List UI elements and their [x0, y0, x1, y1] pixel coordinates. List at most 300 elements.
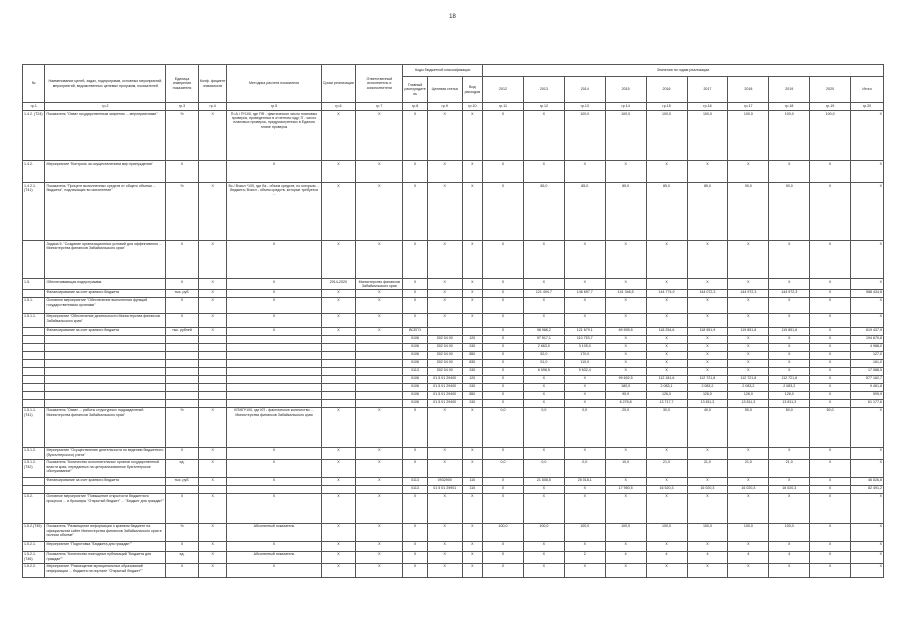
- unit-cell: [166, 485, 199, 493]
- year-value-cell: Х: [646, 367, 687, 375]
- year-value-cell: Х: [769, 335, 810, 343]
- gr-code-cell: Х: [403, 407, 428, 447]
- year-value-cell: Х: [810, 375, 851, 383]
- year-value-cell: Х: [769, 343, 810, 351]
- year-value-cell: 13 811,3: [728, 399, 769, 407]
- year-value-cell: Х: [483, 541, 524, 551]
- table-row: [23, 297, 884, 313]
- row-name-cell: [45, 399, 166, 407]
- year-value-cell: Х: [646, 477, 687, 485]
- total-value-cell: 194 670,8: [851, 335, 884, 343]
- year-value-cell: Х: [810, 327, 851, 335]
- term-cell: Х: [321, 111, 356, 161]
- resp-cell: Х: [356, 241, 403, 279]
- row-name-cell: [45, 351, 166, 359]
- year-value-cell: Х: [483, 351, 524, 359]
- year-value-cell: 90,0: [728, 183, 769, 241]
- year-value-cell: Х: [523, 485, 564, 493]
- method-cell: Х: [227, 241, 321, 279]
- year-value-cell: 100,0: [605, 111, 646, 161]
- total-value-cell: Х: [851, 241, 884, 279]
- unit-cell: Х: [166, 313, 199, 327]
- year-value-cell: 50,0: [769, 407, 810, 447]
- year-value-cell: Х: [810, 343, 851, 351]
- table-body: [23, 111, 884, 578]
- year-value-cell: Х: [810, 351, 851, 359]
- total-value-cell: 127,0: [851, 351, 884, 359]
- year-value-cell: Х: [646, 493, 687, 523]
- gr-code-cell: 0113: [403, 477, 428, 485]
- year-value-cell: 146 697,7: [564, 289, 605, 297]
- year-value-cell: 100,0: [646, 111, 687, 161]
- method-cell: Абсолютный показатель: [227, 551, 321, 563]
- unit-cell: Х: [166, 447, 199, 459]
- year-value-cell: Х: [605, 279, 646, 290]
- method-cell: [227, 367, 321, 375]
- year-value-cell: Х: [605, 351, 646, 359]
- gr-code-cell: Х: [403, 161, 428, 183]
- year-value-cell: Х: [687, 447, 728, 459]
- row-name-cell: Показатель "Размещение информации о краевом бюджете на официальном сайте Министерства финансов Забайкальского края в полном объеме": [45, 523, 166, 541]
- resp-cell: [356, 359, 403, 367]
- gr-code-cell: Х: [403, 459, 428, 477]
- vr-code-cell: 240: [462, 383, 482, 391]
- coef-cell: [198, 391, 227, 399]
- table-row: [23, 493, 884, 523]
- year-value-cell: 0,0: [523, 459, 564, 477]
- coef-cell: Х: [198, 477, 227, 485]
- csr-code-cell: 0932900: [427, 477, 462, 485]
- row-name-cell: Мероприятие "Подготовка "Бюджета для граждан"": [45, 541, 166, 551]
- total-value-cell: 9 461,8: [851, 383, 884, 391]
- table-row: [23, 351, 884, 359]
- year-value-cell: 119 851,8: [728, 327, 769, 335]
- vr-code-cell: Х: [462, 551, 482, 563]
- year-value-cell: Х: [646, 335, 687, 343]
- year-value-cell: Х: [810, 279, 851, 290]
- year-value-cell: 126,0: [687, 391, 728, 399]
- column-number-row: [23, 103, 884, 111]
- year-value-cell: Х: [483, 367, 524, 375]
- values-by-year-header: Значения по годам реализации: [483, 65, 884, 77]
- year-value-cell: Х: [646, 161, 687, 183]
- column-number-cell: гр.2: [45, 103, 166, 111]
- table-row: [23, 161, 884, 183]
- year-value-cell: 3 105,0: [564, 343, 605, 351]
- year-value-cell: 100,0: [687, 111, 728, 161]
- year-value-cell: Х: [687, 343, 728, 351]
- year-value-cell: Х: [523, 447, 564, 459]
- col-year-header: 2020: [810, 77, 851, 103]
- year-value-cell: Х: [646, 563, 687, 577]
- resp-cell: [356, 335, 403, 343]
- year-value-cell: 4: [728, 551, 769, 563]
- table-row: [23, 563, 884, 577]
- resp-cell: [356, 375, 403, 383]
- year-value-cell: Х: [483, 241, 524, 279]
- coef-cell: Х: [198, 541, 227, 551]
- total-value-cell: Х: [851, 563, 884, 577]
- unit-cell: тыс. руб.: [166, 289, 199, 297]
- gr-code-cell: Х: [403, 313, 428, 327]
- method-cell: [227, 343, 321, 351]
- coef-cell: [198, 375, 227, 383]
- year-value-cell: 99 692,5: [605, 375, 646, 383]
- year-value-cell: 95,9: [605, 391, 646, 399]
- gr-code-cell: Х: [403, 289, 428, 297]
- method-cell: Х: [227, 447, 321, 459]
- method-cell: [227, 485, 321, 493]
- vr-code-cell: 120: [462, 335, 482, 343]
- table-row: [23, 359, 884, 367]
- year-value-cell: Х: [728, 563, 769, 577]
- coef-cell: [198, 367, 227, 375]
- year-value-cell: 100,0: [769, 523, 810, 541]
- table-row: [23, 241, 884, 279]
- year-value-cell: 180,0: [605, 383, 646, 391]
- col-vr-header: Вид расходов: [462, 77, 482, 103]
- year-value-cell: Х: [483, 327, 524, 335]
- year-value-cell: 100,0: [483, 523, 524, 541]
- vr-code-cell: 850: [462, 391, 482, 399]
- year-value-cell: Х: [687, 279, 728, 290]
- vr-code-cell: 830: [462, 359, 482, 367]
- row-name-cell: Финансирование за счет краевого бюджета: [45, 327, 166, 335]
- coef-cell: [198, 359, 227, 367]
- col-csr-header: Целевая статья: [427, 77, 462, 103]
- vr-code-cell: Х: [462, 241, 482, 279]
- csr-code-cell: 002 04 00: [427, 359, 462, 367]
- column-number-cell: гр.13: [564, 103, 605, 111]
- csr-code-cell: 01 5 01 29400: [427, 391, 462, 399]
- unit-cell: %: [166, 183, 199, 241]
- year-value-cell: Х: [769, 563, 810, 577]
- year-value-cell: Х: [728, 493, 769, 523]
- year-value-cell: Х: [483, 279, 524, 290]
- gr-code-cell: 0106: [403, 383, 428, 391]
- year-value-cell: Х: [687, 297, 728, 313]
- col-total-header: Итого: [851, 77, 884, 103]
- row-name-cell: [45, 391, 166, 399]
- row-number-cell: 1.5.1.2. (Т42): [23, 459, 45, 477]
- vr-code-cell: 120: [462, 375, 482, 383]
- term-cell: Х: [321, 407, 356, 447]
- term-cell: Х: [321, 459, 356, 477]
- year-value-cell: 118 254,6: [646, 327, 687, 335]
- row-name-cell: Мероприятие "Обеспечение деятельности Министерства финансов Забайкальского края": [45, 313, 166, 327]
- year-value-cell: 2 663,0: [523, 343, 564, 351]
- coef-cell: Х: [198, 183, 227, 241]
- year-value-cell: 144 072,3: [687, 289, 728, 297]
- vr-code-cell: Х: [462, 279, 482, 290]
- year-value-cell: 20,0: [605, 407, 646, 447]
- column-number-cell: гр.5: [227, 103, 321, 111]
- row-name-cell: [45, 359, 166, 367]
- year-value-cell: Х: [605, 477, 646, 485]
- row-number-cell: 1.5.2.1.: [23, 541, 45, 551]
- csr-code-cell: 01 5 01 29400: [427, 399, 462, 407]
- vr-code-cell: 110: [462, 485, 482, 493]
- coef-cell: [198, 335, 227, 343]
- table-row: [23, 551, 884, 563]
- row-name-cell: Задача 5. "Создание организационных условий для эффективного ... Министерства финансов Забайкальского края": [45, 241, 166, 279]
- row-number-cell: 1.5.2.1. (Т46): [23, 551, 45, 563]
- year-value-cell: Х: [728, 359, 769, 367]
- year-value-cell: Х: [523, 161, 564, 183]
- year-value-cell: Х: [483, 383, 524, 391]
- year-value-cell: 25 018,1: [564, 477, 605, 485]
- row-name-cell: [45, 383, 166, 391]
- year-value-cell: 4: [605, 551, 646, 563]
- year-value-cell: Х: [605, 241, 646, 279]
- year-value-cell: 21,0: [687, 459, 728, 477]
- year-value-cell: Х: [810, 551, 851, 563]
- year-value-cell: Х: [646, 279, 687, 290]
- year-value-cell: Х: [483, 289, 524, 297]
- year-value-cell: Х: [810, 399, 851, 407]
- coef-cell: Х: [198, 279, 227, 290]
- vr-code-cell: 110: [462, 477, 482, 485]
- total-value-cell: 46 526,6: [851, 477, 884, 485]
- year-value-cell: 126,0: [728, 391, 769, 399]
- year-value-cell: 0,0: [483, 407, 524, 447]
- term-cell: Х: [321, 493, 356, 523]
- unit-cell: Х: [166, 161, 199, 183]
- year-value-cell: 121 494,7: [523, 289, 564, 297]
- csr-code-cell: Х: [427, 161, 462, 183]
- vr-code-cell: Х: [462, 289, 482, 297]
- column-number-cell: гр.6: [321, 103, 356, 111]
- row-name-cell: Показатель "Количество исполнительных органов государственной власти края, переданных на централизованное бухгалтерское обслуживание": [45, 459, 166, 477]
- csr-code-cell: 002 04 00: [427, 351, 462, 359]
- year-value-cell: Х: [810, 183, 851, 241]
- year-value-cell: Х: [646, 343, 687, 351]
- resp-cell: Х: [356, 541, 403, 551]
- year-value-cell: Х: [564, 447, 605, 459]
- total-value-cell: Х: [851, 161, 884, 183]
- year-value-cell: 144 972,3: [769, 289, 810, 297]
- resp-cell: Х: [356, 183, 403, 241]
- year-value-cell: 0,0: [483, 459, 524, 477]
- column-number-cell: гр.20: [851, 103, 884, 111]
- year-value-cell: 0,0: [564, 459, 605, 477]
- table-row: [23, 183, 884, 241]
- gr-code-cell: Х: [403, 241, 428, 279]
- year-value-cell: Х: [523, 541, 564, 551]
- row-number-cell: 1.5.1.: [23, 297, 45, 313]
- column-number-cell: гр.1: [23, 103, 45, 111]
- year-value-cell: Х: [483, 563, 524, 577]
- method-cell: [227, 391, 321, 399]
- term-cell: [321, 335, 356, 343]
- year-value-cell: Х: [769, 477, 810, 485]
- resp-cell: [356, 351, 403, 359]
- row-name-cell: Мероприятие "Контроль за осуществлением мер принуждения": [45, 161, 166, 183]
- year-value-cell: Х: [687, 563, 728, 577]
- year-value-cell: Х: [483, 551, 524, 563]
- year-value-cell: 141 346,5: [605, 289, 646, 297]
- row-number-cell: [23, 485, 45, 493]
- col-coef-header: Коэф. фициент значимости: [198, 65, 227, 103]
- csr-code-cell: Х: [427, 459, 462, 477]
- year-value-cell: 112 721,8: [728, 375, 769, 383]
- total-value-cell: 819 437,9: [851, 327, 884, 335]
- year-value-cell: 85,0: [687, 183, 728, 241]
- row-number-cell: [23, 391, 45, 399]
- row-number-cell: 1.5.: [23, 279, 45, 290]
- table-row: [23, 477, 884, 485]
- year-value-cell: 4: [646, 551, 687, 563]
- year-value-cell: Х: [769, 313, 810, 327]
- gr-code-cell: 0106: [403, 375, 428, 383]
- unit-cell: ед.: [166, 551, 199, 563]
- method-cell: П=А / П*100, где ПФ - фактическое число плановых проверок, проведенных в отчетном году; П - число плановых проверок, предусмотренных в Едином плане проверок: [227, 111, 321, 161]
- total-value-cell: 161,0: [851, 359, 884, 367]
- year-value-cell: Х: [810, 289, 851, 297]
- table-row: [23, 447, 884, 459]
- year-value-cell: Х: [810, 459, 851, 477]
- row-number-cell: [23, 327, 45, 335]
- year-value-cell: 0,0: [564, 407, 605, 447]
- resp-cell: [356, 485, 403, 493]
- row-number-cell: [23, 367, 45, 375]
- resp-cell: Х: [356, 407, 403, 447]
- year-value-cell: Х: [483, 343, 524, 351]
- unit-cell: тыс. рублей: [166, 327, 199, 335]
- row-name-cell: Основное мероприятие "Повышение открытости бюджетного процесса ... и брошюры "Открытый бюджет" ... "Бюджет для граждан"": [45, 493, 166, 523]
- year-value-cell: Х: [483, 335, 524, 343]
- year-value-cell: Х: [605, 563, 646, 577]
- gr-code-cell: Х: [403, 279, 428, 290]
- unit-cell: [166, 343, 199, 351]
- col-num-header: №: [23, 65, 45, 103]
- coef-cell: [198, 343, 227, 351]
- year-value-cell: Х: [605, 359, 646, 367]
- unit-cell: [166, 383, 199, 391]
- year-value-cell: Х: [810, 563, 851, 577]
- year-value-cell: 21 508,5: [523, 477, 564, 485]
- row-name-cell: Мероприятие "Осуществление деятельности по ведению бюджетного (бухгалтерского) учета": [45, 447, 166, 459]
- year-value-cell: Х: [483, 447, 524, 459]
- csr-code-cell: Х: [427, 447, 462, 459]
- csr-code-cell: Х: [427, 183, 462, 241]
- term-cell: [321, 391, 356, 399]
- year-value-cell: 119 851,8: [769, 327, 810, 335]
- year-value-cell: Х: [605, 493, 646, 523]
- year-value-cell: Х: [564, 279, 605, 290]
- term-cell: [321, 399, 356, 407]
- year-value-cell: Х: [564, 399, 605, 407]
- year-value-cell: Х: [810, 447, 851, 459]
- year-value-cell: Х: [810, 391, 851, 399]
- row-number-cell: 1.5.1.1. (Т41): [23, 407, 45, 447]
- term-cell: Х: [321, 523, 356, 541]
- row-name-cell: [45, 375, 166, 383]
- vr-code-cell: Х: [462, 523, 482, 541]
- vr-code-cell: 240: [462, 343, 482, 351]
- year-value-cell: Х: [523, 563, 564, 577]
- coef-cell: [198, 485, 227, 493]
- term-cell: Х: [321, 477, 356, 485]
- table-row: [23, 367, 884, 375]
- column-number-cell: гр.3: [166, 103, 199, 111]
- csr-code-cell: 01 5 01 29400: [427, 375, 462, 383]
- row-name-cell: [45, 367, 166, 375]
- row-name-cell: Основное мероприятие "Обеспечение выполнения функций государственными органами": [45, 297, 166, 313]
- row-name-cell: Показатель "Процент выполненных средств от общего объема ... бюджета", подлежащих во исполнение": [45, 183, 166, 241]
- year-value-cell: Х: [605, 541, 646, 551]
- resp-cell: [356, 383, 403, 391]
- total-value-cell: 17 088,5: [851, 367, 884, 375]
- year-value-cell: Х: [523, 375, 564, 383]
- year-value-cell: Х: [564, 541, 605, 551]
- coef-cell: Х: [198, 563, 227, 577]
- coef-cell: Х: [198, 523, 227, 541]
- year-value-cell: Х: [810, 523, 851, 541]
- year-value-cell: Х: [646, 359, 687, 367]
- resp-cell: Х: [356, 551, 403, 563]
- coef-cell: [198, 161, 227, 183]
- column-number-cell: гр.19: [810, 103, 851, 111]
- year-value-cell: Х: [687, 161, 728, 183]
- year-value-cell: Х: [483, 375, 524, 383]
- column-number-cell: гр.12: [523, 103, 564, 111]
- csr-code-cell: Х: [427, 241, 462, 279]
- year-value-cell: Х: [483, 297, 524, 313]
- program-table-sheet: [22, 64, 884, 578]
- col-year-header: 2018: [728, 77, 769, 103]
- total-value-cell: 988 434,8: [851, 289, 884, 297]
- year-value-cell: 85,0: [523, 183, 564, 241]
- year-value-cell: 97 517,1: [523, 335, 564, 343]
- year-value-cell: 170,0: [564, 351, 605, 359]
- column-number-cell: гр.17: [728, 103, 769, 111]
- unit-cell: Х: [166, 541, 199, 551]
- term-cell: Х: [321, 297, 356, 313]
- year-value-cell: Х: [728, 367, 769, 375]
- year-value-cell: Х: [769, 297, 810, 313]
- year-value-cell: Х: [728, 279, 769, 290]
- year-value-cell: Х: [728, 297, 769, 313]
- year-value-cell: Х: [810, 477, 851, 485]
- year-value-cell: Х: [564, 297, 605, 313]
- year-value-cell: 100,0: [646, 523, 687, 541]
- col-resp-header: Ответственный исполнитель и соисполнители: [356, 65, 403, 103]
- year-value-cell: 85,0: [564, 183, 605, 241]
- table-header: [23, 65, 884, 111]
- term-cell: Х: [321, 161, 356, 183]
- csr-code-cell: Х: [427, 563, 462, 577]
- row-name-cell: Финансирование за счет краевого бюджета: [45, 477, 166, 485]
- year-value-cell: Х: [810, 161, 851, 183]
- year-value-cell: 6 276,8: [605, 399, 646, 407]
- row-number-cell: [23, 375, 45, 383]
- method-cell: Х: [227, 477, 321, 485]
- year-value-cell: 85,0: [605, 183, 646, 241]
- year-value-cell: Х: [687, 493, 728, 523]
- coef-cell: Х: [198, 459, 227, 477]
- total-value-cell: Х: [851, 551, 884, 563]
- vr-code-cell: Х: [462, 183, 482, 241]
- year-value-cell: 16 020,3: [687, 485, 728, 493]
- method-cell: Х: [227, 563, 321, 577]
- row-number-cell: [23, 359, 45, 367]
- year-value-cell: Х: [728, 241, 769, 279]
- year-value-cell: Х: [687, 367, 728, 375]
- resp-cell: Х: [356, 459, 403, 477]
- column-number-cell: гр.18: [769, 103, 810, 111]
- vr-code-cell: Х: [462, 297, 482, 313]
